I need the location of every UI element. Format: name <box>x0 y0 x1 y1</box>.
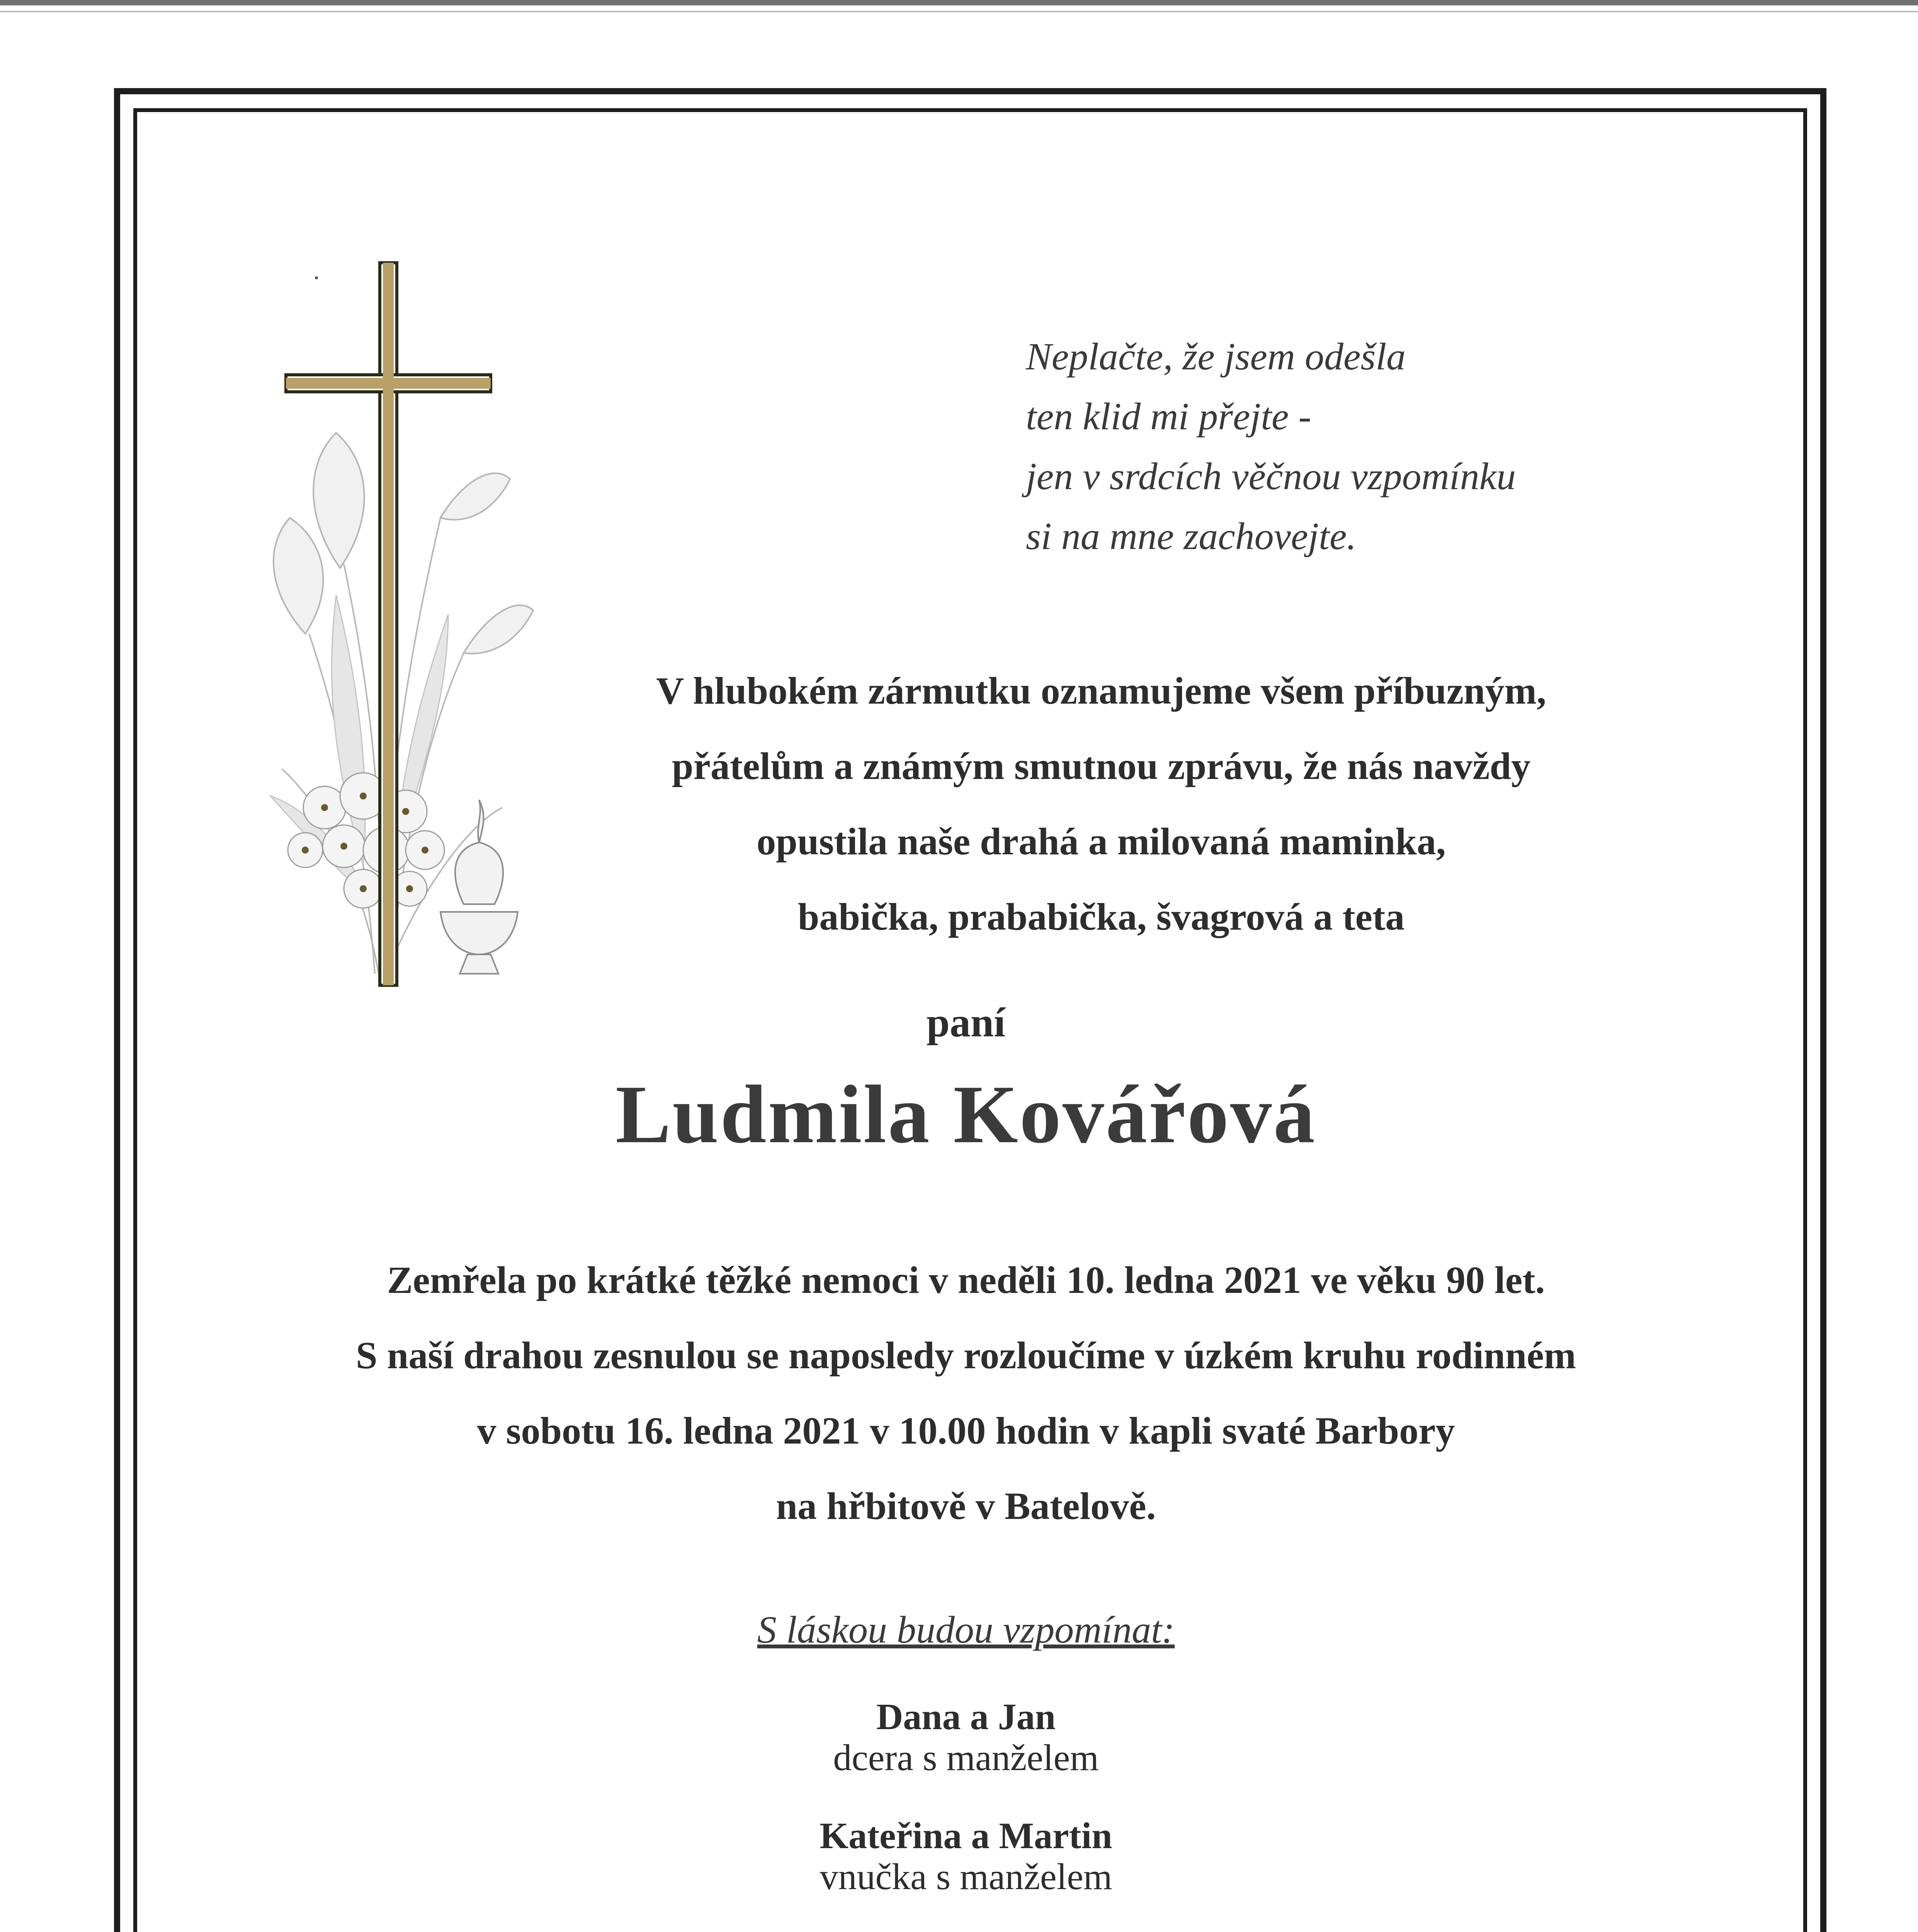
announcement-line: přátelům a známým smutnou zprávu, že nás navždy <box>672 745 1531 787</box>
cross-lilies-lamp-icon <box>247 247 541 989</box>
poem-line: ten klid mi přejte - <box>1026 395 1311 438</box>
poem-line: Neplačte, že jsem odešla <box>1026 335 1406 378</box>
poem-line: si na mne zachovejte. <box>1026 515 1357 558</box>
announcement-line: babička, prababička, švagrová a teta <box>797 895 1405 938</box>
funeral-details <box>309 1242 1623 1544</box>
scan-speck <box>315 276 318 279</box>
death-announcement <box>580 653 1623 954</box>
details-line: S naší drahou zesnulou se naposledy rozloučíme v úzkém kruhu rodinném <box>356 1334 1576 1377</box>
details-line: na hřbitově v Batelově. <box>776 1485 1156 1527</box>
mourner-relation: dcera s manželem <box>833 1737 1099 1778</box>
mourner-entry <box>657 1815 1275 1897</box>
details-line: v sobotu 16. ledna 2021 v 10.00 hodin v kapli svaté Barbory <box>477 1409 1455 1452</box>
scan-edge-line <box>0 0 1918 5</box>
deceased-title: paní <box>926 1000 1006 1046</box>
mourner-name: Kateřina a Martin <box>820 1815 1112 1856</box>
poem-line: jen v srdcích věčnou vzpomínku <box>1026 455 1516 498</box>
mourner-name: Dana a Jan <box>876 1696 1056 1737</box>
mourner-entry <box>657 1696 1275 1778</box>
mourners-list <box>657 1696 1275 1932</box>
mourner-relation: vnučka s manželem <box>820 1856 1112 1897</box>
details-line: Zemřela po krátké těžké nemoci v neděli 10. ledna 2021 ve věku 90 let. <box>387 1259 1545 1301</box>
deceased-name: Ludmila Kovářová <box>615 1068 1317 1160</box>
mourners-heading: S láskou budou vzpomínat: <box>757 1608 1175 1651</box>
announcement-line: V hlubokém zármutku oznamujeme všem příbuzným, <box>656 669 1546 712</box>
announcement-line: opustila naše drahá a milovaná maminka, <box>757 820 1446 863</box>
scan-edge-line-light <box>0 11 1918 12</box>
memorial-poem <box>1026 327 1644 566</box>
